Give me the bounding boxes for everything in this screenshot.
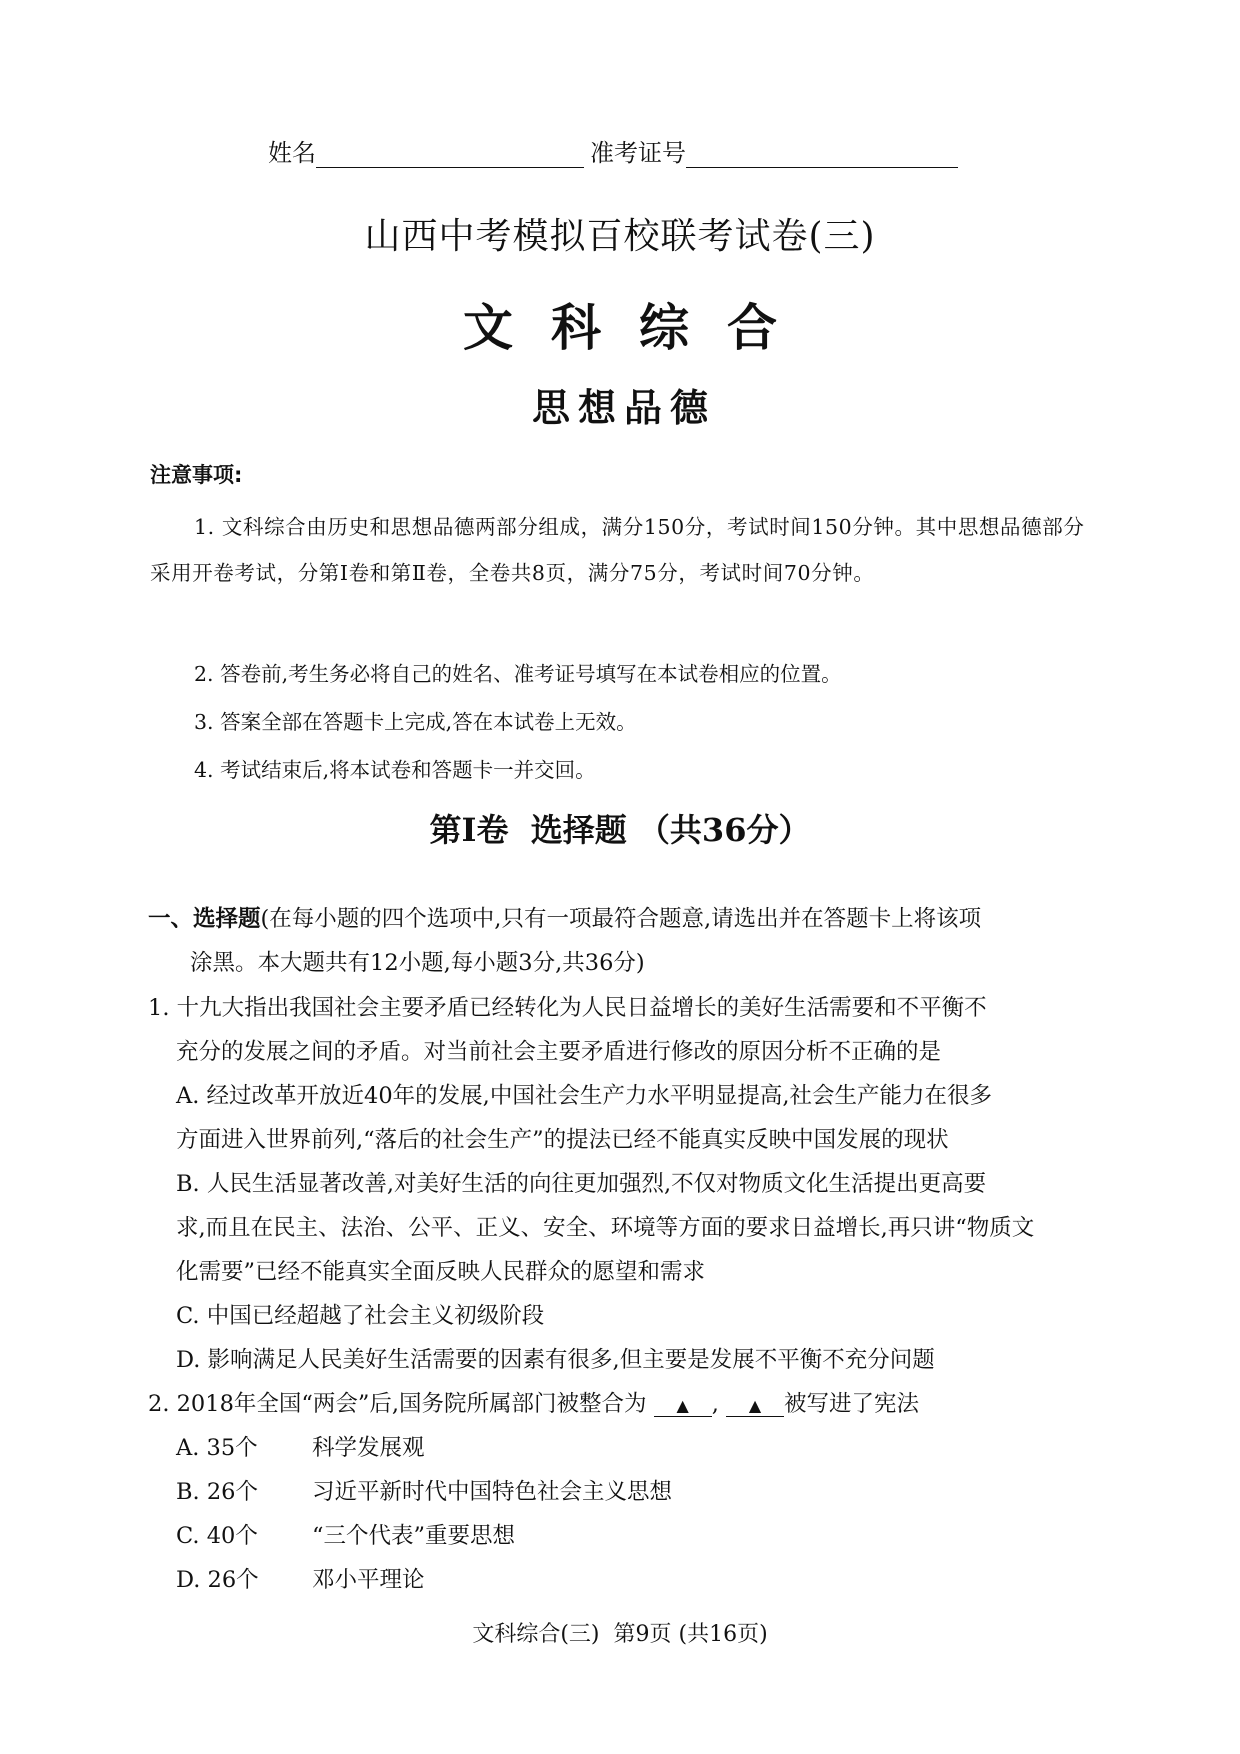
q2-option-a-label: A. 35个 xyxy=(176,1435,258,1461)
q1-option-d: D. 影响满足人民美好生活需要的因素有很多,但主要是发展不平衡不充分问题 xyxy=(176,1347,935,1373)
instruction-line-2: 涂黑。本大题共有12小题,每小题3分,共36分) xyxy=(190,950,645,976)
q1-stem-line-1: 1. 十九大指出我国社会主要矛盾已经转化为人民日益增长的美好生活需要和不平衡不 xyxy=(148,995,987,1021)
section-title: 第Ⅰ卷 选择题 （共36分） xyxy=(429,811,811,849)
page-footer: 文科综合(三) 第9页 (共16页) xyxy=(472,1622,768,1647)
q2-stem-separator: , xyxy=(711,1391,719,1417)
subsubject-title: 思想品德 xyxy=(531,386,716,430)
q2-stem-part-a: 2. 2018年全国“两会”后,国务院所属部门被整合为 xyxy=(148,1391,647,1417)
id-label: 准考证号 xyxy=(590,139,686,167)
q1-option-a: A. 经过改革开放近40年的发展,中国社会生产力水平明显提高,社会生产能力在很多 xyxy=(176,1083,992,1109)
question-1 xyxy=(148,986,1098,1382)
q2-option-a-text: 科学发展观 xyxy=(312,1435,425,1461)
q2-option-c xyxy=(148,1514,1098,1558)
q2-option-d-label: D. 26个 xyxy=(176,1567,259,1593)
section-instruction xyxy=(148,897,1098,985)
q2-option-a xyxy=(148,1426,1098,1470)
notice-item-3: 3. 答案全部在答题卡上完成,答在本试卷上无效。 xyxy=(194,710,637,734)
q2-option-d-text: 邓小平理论 xyxy=(312,1567,425,1593)
id-blank xyxy=(686,141,958,168)
q2-option-c-text: “三个代表”重要思想 xyxy=(312,1523,516,1549)
notice-item-2: 2. 答卷前,考生务必将自己的姓名、准考证号填写在本试卷相应的位置。 xyxy=(194,662,842,686)
q1-option-b-cont-1: 求,而且在民主、法治、公平、正义、安全、环境等方面的要求日益增长,再只讲“物质文 xyxy=(176,1215,1035,1241)
q2-stem xyxy=(148,1382,1098,1426)
q1-option-b: B. 人民生活显著改善,对美好生活的向往更加强烈,不仅对物质文化生活提出更高要 xyxy=(176,1171,987,1197)
q2-option-d xyxy=(148,1558,1098,1602)
exam-title: 山西中考模拟百校联考试卷(三) xyxy=(364,216,876,257)
q2-option-b xyxy=(148,1470,1098,1514)
candidate-fields xyxy=(268,133,958,168)
q2-option-b-text: 习近平新时代中国特色社会主义思想 xyxy=(312,1479,673,1505)
instruction-line-1: (在每小题的四个选项中,只有一项最符合题意,请选出并在答题卡上将该项 xyxy=(260,906,982,932)
q1-option-c: C. 中国已经超越了社会主义初级阶段 xyxy=(176,1303,545,1329)
q2-stem-part-b: 被写进了宪法 xyxy=(784,1391,920,1417)
name-blank xyxy=(316,141,584,168)
q2-blank-1: ▲ xyxy=(654,1396,712,1417)
q2-option-c-label: C. 40个 xyxy=(176,1523,258,1549)
notice-heading: 注意事项: xyxy=(150,463,243,487)
question-2 xyxy=(148,1382,1098,1602)
subject-title: 文科综合 xyxy=(463,299,815,357)
instruction-lead: 一、选择题 xyxy=(148,906,261,932)
q1-option-b-cont-2: 化需要”已经不能真实全面反映人民群众的愿望和需求 xyxy=(176,1259,706,1285)
notice-item-1: 1. 文科综合由历史和思想品德两部分组成，满分150分，考试时间150分钟。其中思想品德部分采用开卷考试，分第Ⅰ卷和第Ⅱ卷，全卷共8页，满分75分，考试时间70分钟。 xyxy=(150,515,1085,585)
name-label: 姓名 xyxy=(268,139,316,167)
q1-stem-line-2: 充分的发展之间的矛盾。对当前社会主要矛盾进行修改的原因分析不正确的是 xyxy=(176,1039,942,1065)
q2-option-b-label: B. 26个 xyxy=(176,1479,258,1505)
q1-option-a-cont: 方面进入世界前列,“落后的社会生产”的提法已经不能真实反映中国发展的现状 xyxy=(176,1127,949,1153)
q2-blank-2: ▲ xyxy=(726,1396,784,1417)
notice-item-4: 4. 考试结束后,将本试卷和答题卡一并交回。 xyxy=(194,758,596,782)
